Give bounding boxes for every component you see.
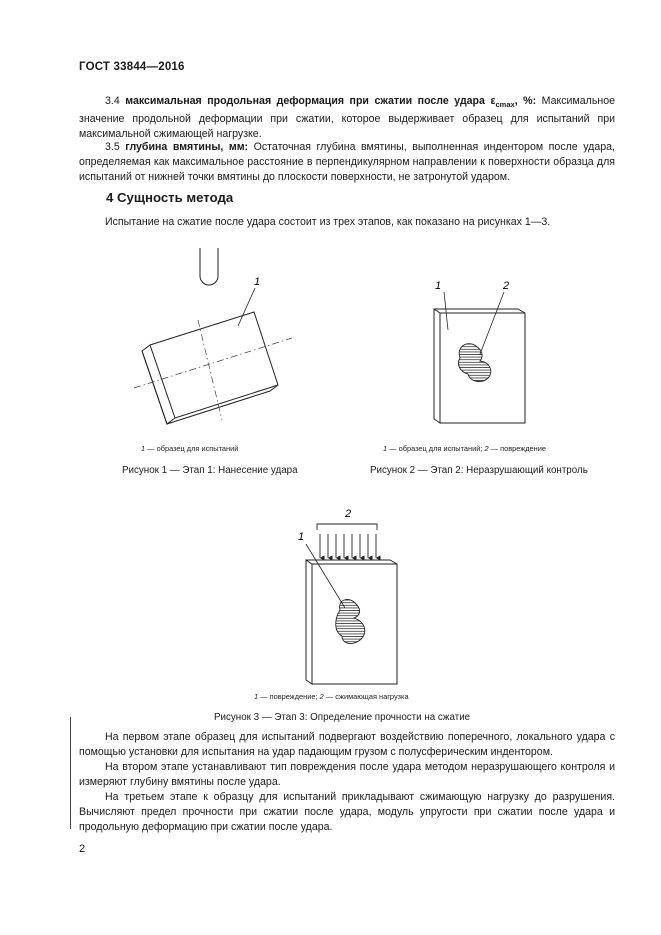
- def-3-4-unit: , %:: [514, 95, 537, 107]
- figure-2-inspection-drawing: [420, 270, 540, 430]
- body-paragraph-2-text: На втором этапе устанавливают тип повреждения после удара методом неразрушающего контроля и измеряют глубину вмятины после удара.: [79, 761, 615, 788]
- indenter-shape: [200, 248, 218, 285]
- def-3-4-term: максимальная продольная деформация при сжатии после удара ε: [125, 95, 496, 107]
- figure-2-legend-text-1: — образец для испытаний;: [387, 444, 485, 453]
- body-paragraph-1-text: На первом этапе образец для испытаний подвергают воздействию поперечного, локального удара с помощью установки для испытания на удар падающим грузом с полусферическим индентором.: [79, 731, 615, 758]
- page-number: 2: [79, 843, 86, 855]
- figure-3-callout-2: 2: [345, 508, 352, 520]
- figure-3-callout-1: 1: [298, 531, 305, 543]
- def-3-4-subscript: cmax: [495, 100, 515, 110]
- centerline-vertical: [198, 320, 222, 420]
- figure-1-legend-text: — образец для испытаний: [145, 444, 239, 453]
- def-3-4-text: Максимальное значение продольной деформации при сжатии, которое выдерживает образец для испытаний при максимальной сжимающей нагрузке.: [79, 95, 615, 141]
- body-paragraph-2: [79, 760, 615, 790]
- document-code: ГОСТ 33844—2016: [79, 61, 185, 73]
- damage-zone: [458, 344, 490, 382]
- centerline-horizontal: [134, 338, 292, 388]
- figure-3-legend-text-2: — сжимающая нагрузка: [323, 692, 409, 701]
- figure-1-legend: [141, 444, 238, 453]
- specimen-outline: [150, 312, 278, 418]
- figure-2-legend: [383, 444, 546, 453]
- figure-2-legend-num-1: 1: [383, 444, 388, 453]
- figure-3-legend: [254, 692, 409, 701]
- figure-3-legend-num-1: 1: [254, 692, 259, 701]
- figure-1-callout-1: 1: [254, 276, 261, 288]
- figure-2-caption: Рисунок 2 — Этап 2: Неразрушающий контроль: [370, 465, 588, 476]
- def-3-5-number: 3.5: [105, 141, 120, 153]
- definition-3-4: [79, 94, 615, 142]
- figure-2-legend-text-2: — повреждение: [488, 444, 546, 453]
- figure-2-legend-num-2: 2: [484, 444, 489, 453]
- body-paragraph-3: [79, 790, 615, 835]
- figure-3-caption: Рисунок 3 — Этап 3: Определение прочности на сжатие: [214, 712, 471, 723]
- revision-bar: [70, 717, 71, 829]
- body-paragraph-3-text: На третьем этапе к образцу для испытаний прикладывают сжимающую нагрузку до разрушения. Вычисляют предел прочности при сжатии после удара, модуль упругости при сжатии после удара и продольную деформацию при сжатии после удара.: [79, 791, 615, 833]
- figure-3-legend-num-2: 2: [319, 692, 324, 701]
- compressive-load-arrows: [320, 534, 376, 558]
- figure-2-callout-1: 1: [435, 280, 442, 292]
- figure-3-legend-text-1: — повреждение;: [258, 692, 320, 701]
- figure-1-legend-num: 1: [141, 444, 146, 453]
- def-3-5-term: глубина вмятины, мм:: [125, 141, 249, 153]
- section-4-intro-text: Испытание на сжатие после удара состоит из трех этапов, как показано на рисунках 1—3.: [105, 216, 551, 228]
- section-4-intro: [79, 215, 615, 230]
- damage-zone: [336, 599, 365, 643]
- definition-3-5: [79, 140, 615, 185]
- figure-3-compression-drawing: [290, 500, 420, 690]
- body-paragraph-1: [79, 730, 615, 760]
- def-3-5-text: Остаточная глубина вмятины, выполненная индентором после удара, определяемая как максимальное расстояние в перпендикулярном направлении к поверхности образца для испытаний от нижней точки вмятины до плоскости поверхности, не затронутой ударом.: [79, 141, 615, 183]
- figure-1-impact-drawing: [120, 240, 310, 435]
- figure-2-callout-2: 2: [503, 280, 510, 292]
- load-bracket: [317, 524, 377, 530]
- section-4-heading: 4 Сущность метода: [106, 190, 234, 205]
- def-3-4-number: 3.4: [105, 95, 120, 107]
- figure-1-caption: Рисунок 1 — Этап 1: Нанесение удара: [122, 465, 298, 476]
